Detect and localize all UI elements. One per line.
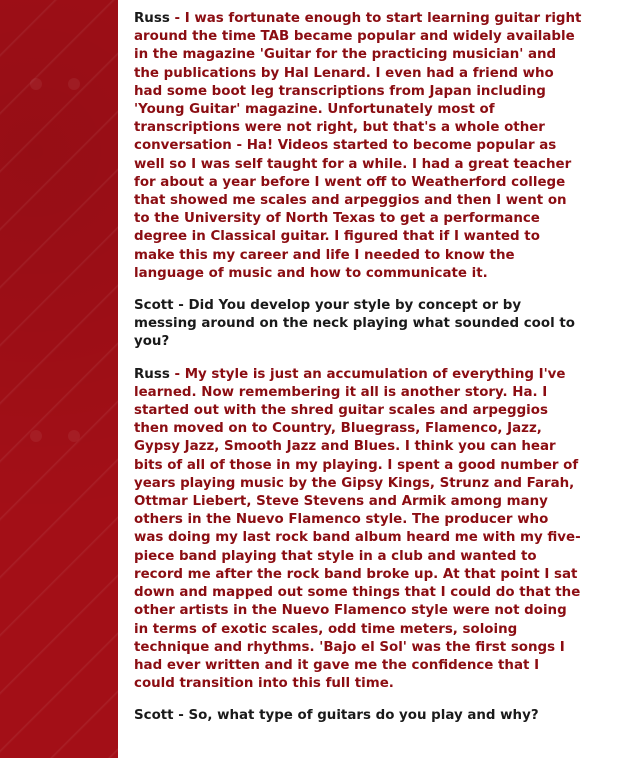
sidebar-dot (68, 430, 80, 442)
speaker-name: Scott (134, 298, 174, 314)
paragraph-text: - I was fortunate enough to start learning guitar right around the time TAB became popular and widely available in the magazine 'Guitar for the practicing musician' and the publications by Hal Lenard. I even had a friend who had some boot leg transcriptions from Japan including 'Young Guitar' magazine. Unfortunately most of transcriptions were not right, but that's a whole other conversation - Ha! Videos started to become popular as well so I was self taught for a while. I had a great teacher for about a year before I went off to Weatherford college that showed me scales and arpeggios and then I went on to the University of North Texas to get a performance degree in Classical guitar. I figured that if I wanted to make this my career and life I needed to know the language of music and how to communicate it. (134, 11, 582, 281)
speaker-name: Russ (134, 366, 170, 382)
sidebar-dot (30, 78, 42, 90)
speaker-name: Russ (134, 11, 170, 26)
interview-content (134, 10, 582, 740)
interview-paragraph (134, 297, 582, 352)
paragraph-text: - My style is just an accumulation of everything I've learned. Now remembering it all is another story. Ha. I started out with the shred guitar scales and arpeggios then moved on to Country, Bluegrass, Flamenco, Jazz, Gypsy Jazz, Smooth Jazz and Blues. I think you can hear bits of all of those in my playing. I spent a good number of years playing music by the Gipsy Kings, Strunz and Farah, Ottmar Liebert, Steve Stevens and Armik among many others in the Nuevo Flamenco style. The producer who was doing my last rock band album heard me with my five-piece band playing that style in a club and wanted to record me after the rock band broke up. At that point I sat down and mapped out some things that I could do that the other artists in the Nuevo Flamenco style were not doing in terms of exotic scales, odd time meters, soloing technique and rhythms. 'Bajo el Sol' was the first songs I had ever written and it gave me the confidence that I could transition into this full time. (134, 366, 581, 692)
interview-paragraph (134, 10, 582, 283)
speaker-name: Scott (134, 708, 174, 724)
interview-paragraph (134, 366, 582, 694)
sidebar-dot (30, 430, 42, 442)
paragraph-text: - So, what type of guitars do you play and why? (178, 708, 539, 724)
sidebar-dot (68, 78, 80, 90)
decorative-sidebar (0, 0, 118, 758)
interview-paragraph (134, 707, 582, 725)
paragraph-text: - Did You develop your style by concept or by messing around on the neck playing what sounded cool to you? (134, 298, 575, 350)
